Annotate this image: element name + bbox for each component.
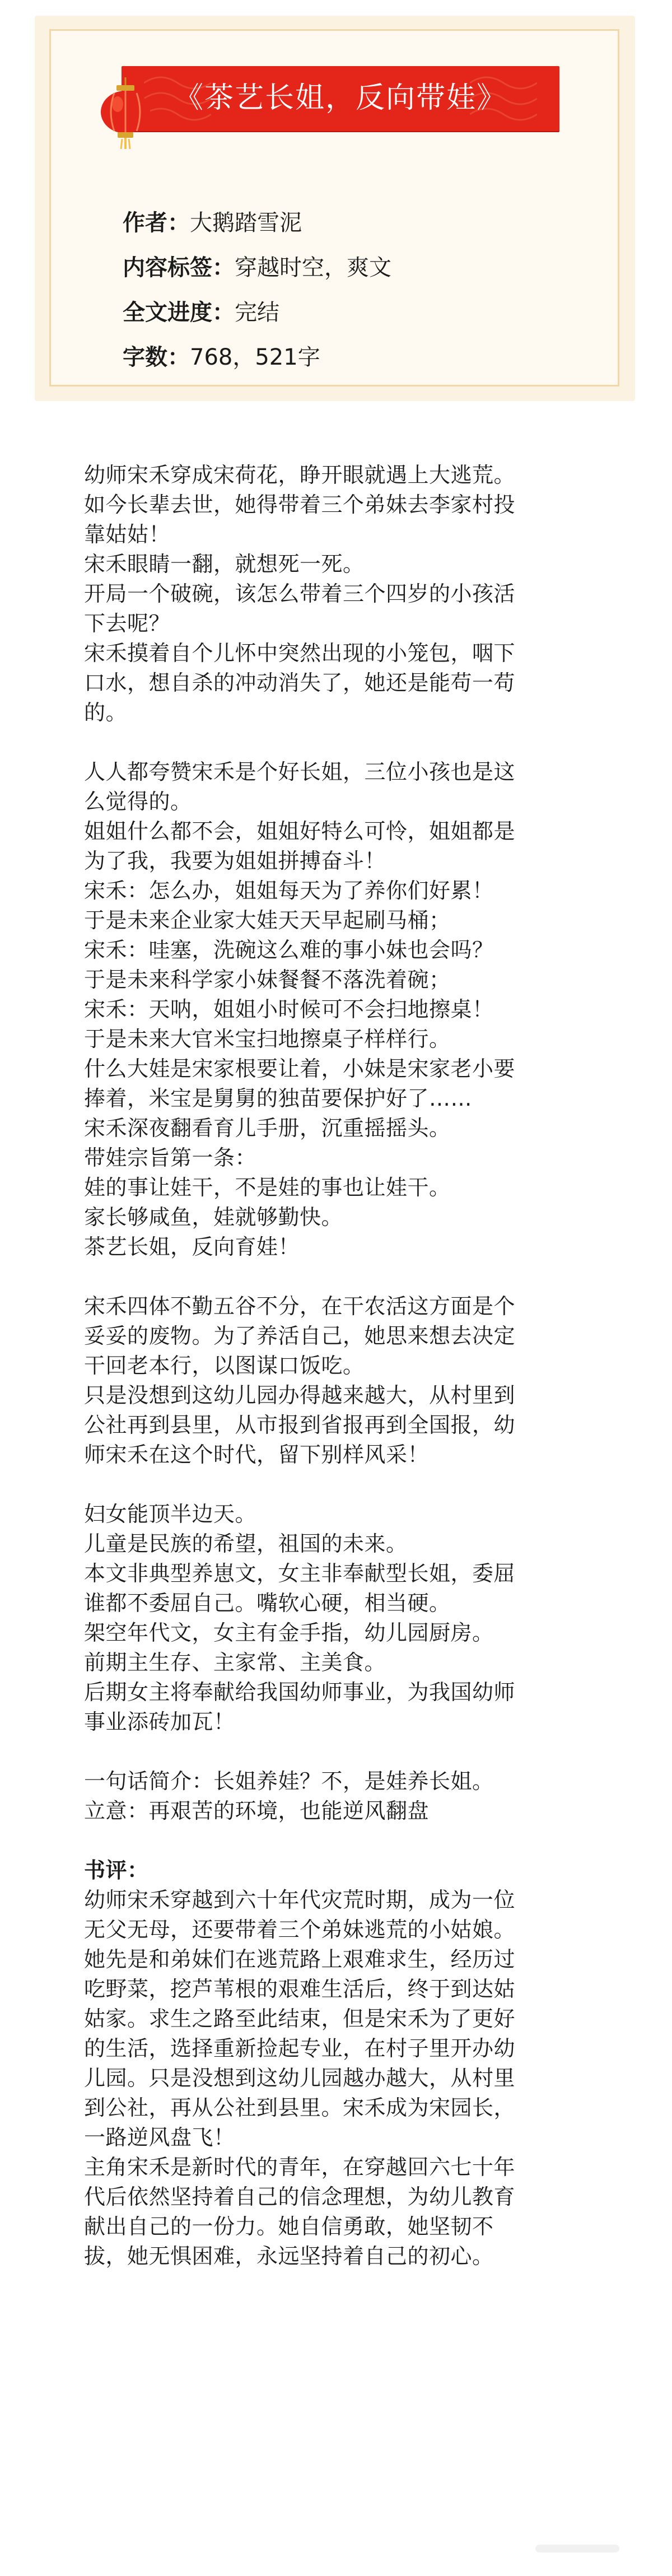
body-line: 姑家。求生之路至此结束，但是宋禾为了更好 [84, 2006, 516, 2031]
body-line: 下去呢？ [84, 611, 171, 636]
body-line: 幼师宋禾穿越到六十年代灾荒时期，成为一位 [84, 1888, 516, 1912]
body-line: 拔，她无惧困难，永远坚持着自己的初心。 [84, 2244, 494, 2268]
paragraph-gap [84, 1470, 603, 1499]
body-line: 么觉得的。 [84, 789, 192, 814]
body-line: 宋禾深夜翻看育儿手册，沉重摇摇头。 [84, 1116, 451, 1140]
meta-author [123, 201, 391, 245]
body-line: 开局一个破碗，该怎么带着三个四岁的小孩活 [84, 581, 516, 606]
body-line: 于是未来大官米宝扫地擦桌子样样行。 [84, 1027, 451, 1051]
body-line: 妇女能顶半边天。 [84, 1502, 257, 1526]
body-line: 靠姑姑！ [84, 522, 171, 547]
meta-progress [123, 290, 391, 335]
body-line: 只是没想到这幼儿园办得越来越大，从村里到 [84, 1383, 516, 1408]
body-line: 到公社，再从公社到县里。宋禾成为宋园长， [84, 2095, 516, 2120]
watermark-logo-icon [535, 2542, 619, 2555]
body-line: 宋禾：天呐，姐姐小时候可不会扫地擦桌！ [84, 997, 494, 1022]
words-value: 768，521字 [190, 344, 320, 370]
tags-value: 穿越时空，爽文 [235, 255, 391, 281]
body-line: 无父无母，还要带着三个弟妹逃荒的小姑娘。 [84, 1917, 516, 1942]
body-line: 一路逆风盘飞！ [84, 2125, 235, 2150]
body-line: 干回老本行，以图谋口饭吃。 [84, 1353, 365, 1378]
body-line: 前期主生存、主家常、主美食。 [84, 1650, 386, 1675]
synopsis-body [84, 460, 603, 2271]
body-line: 献出自己的一份力。她自信勇敢，她坚韧不 [84, 2214, 494, 2239]
paragraph-gap [84, 1826, 603, 1856]
body-line: 宋禾四体不勤五谷不分，在干农活这方面是个 [84, 1294, 516, 1319]
body-line: 什么大娃是宋家根要让着，小妹是宋家老小要 [84, 1056, 516, 1081]
body-line: 架空年代文，女主有金手指，幼儿园厨房。 [84, 1620, 494, 1645]
author-label: 作者： [123, 210, 190, 236]
book-meta [123, 201, 391, 380]
body-line: 口水，想自杀的冲动消失了，她还是能苟一苟 [84, 670, 516, 695]
tags-label: 内容标签： [123, 255, 235, 281]
book-title: 《茶艺长姐，反向带娃》 [174, 81, 507, 115]
words-label: 字数： [123, 344, 190, 370]
body-line: 师宋禾在这个时代，留下别样风采！ [84, 1442, 430, 1467]
lantern-icon [97, 77, 153, 150]
body-line: 于是未来企业家大娃天天早起刷马桶； [84, 908, 451, 933]
body-line: 捧着，米宝是舅舅的独苗要保护好了…… [84, 1086, 473, 1111]
body-line: 妥妥的废物。为了养活自己，她思来想去决定 [84, 1324, 516, 1348]
paragraph-gap [84, 728, 603, 757]
body-line: 宋禾眼睛一翻，就想死一死。 [84, 552, 365, 576]
body-line: 后期女主将奉献给我国幼师事业，为我国幼师 [84, 1680, 516, 1704]
body-line: 娃的事让娃干，不是娃的事也让娃干。 [84, 1175, 451, 1200]
body-line: 宋禾：哇塞，洗碗这么难的事小妹也会吗？ [84, 938, 494, 962]
title-banner [122, 66, 559, 131]
author-value: 大鹅踏雪泥 [190, 210, 302, 236]
body-line: 人人都夸赞宋禾是个好长姐，三位小孩也是这 [84, 760, 516, 784]
meta-words [123, 335, 391, 380]
progress-value: 完结 [235, 300, 279, 325]
body-line: 如今长辈去世，她得带着三个弟妹去李家村投 [84, 492, 516, 517]
body-line: 于是未来科学家小妹餐餐不落洗着碗； [84, 967, 451, 992]
info-card [35, 16, 635, 401]
body-line: 书评： [84, 1858, 149, 1883]
paragraph-gap [84, 1737, 603, 1767]
body-line: 代后依然坚持着自己的信念理想，为幼儿教育 [84, 2184, 516, 2209]
body-line: 谁都不委屈自己。嘴软心硬，相当硬。 [84, 1591, 451, 1615]
meta-tags [123, 245, 391, 290]
body-line: 本文非典型养崽文，女主非奉献型长姐，委屈 [84, 1561, 516, 1586]
body-line: 吃野菜，挖芦苇根的艰难生活后，终于到达姑 [84, 1977, 516, 2001]
body-line: 宋禾摸着自个儿怀中突然出现的小笼包，咽下 [84, 641, 516, 665]
body-line: 主角宋禾是新时代的青年，在穿越回六七十年 [84, 2155, 516, 2179]
body-line: 的。 [84, 700, 128, 725]
body-line: 公社再到县里，从市报到省报再到全国报，幼 [84, 1413, 516, 1437]
body-line: 一句话简介：长姐养娃？不，是娃养长姐。 [84, 1769, 494, 1794]
body-line: 宋禾：怎么办，姐姐每天为了养你们好累！ [84, 878, 494, 903]
body-line: 为了我，我要为姐姐拼搏奋斗！ [84, 849, 386, 873]
body-line: 家长够咸鱼，娃就够勤快。 [84, 1205, 343, 1229]
body-line: 她先是和弟妹们在逃荒路上艰难求生，经历过 [84, 1947, 516, 1972]
body-line: 的生活，选择重新捡起专业，在村子里开办幼 [84, 2036, 516, 2061]
body-line: 姐姐什么都不会，姐姐好特么可怜，姐姐都是 [84, 819, 516, 844]
body-line: 茶艺长姐，反向育娃！ [84, 1235, 300, 1259]
body-line: 儿童是民族的希望，祖国的未来。 [84, 1531, 408, 1556]
progress-label: 全文进度： [123, 300, 235, 325]
body-line: 带娃宗旨第一条： [84, 1145, 257, 1170]
paragraph-gap [84, 1262, 603, 1292]
body-line: 幼师宋禾穿成宋荷花，睁开眼就遇上大逃荒。 [84, 463, 516, 487]
body-line: 事业添砖加瓦！ [84, 1709, 235, 1734]
body-line: 儿园。只是没想到这幼儿园越办越大，从村里 [84, 2066, 516, 2090]
body-line: 立意：再艰苦的环境，也能逆风翻盘 [84, 1799, 430, 1823]
